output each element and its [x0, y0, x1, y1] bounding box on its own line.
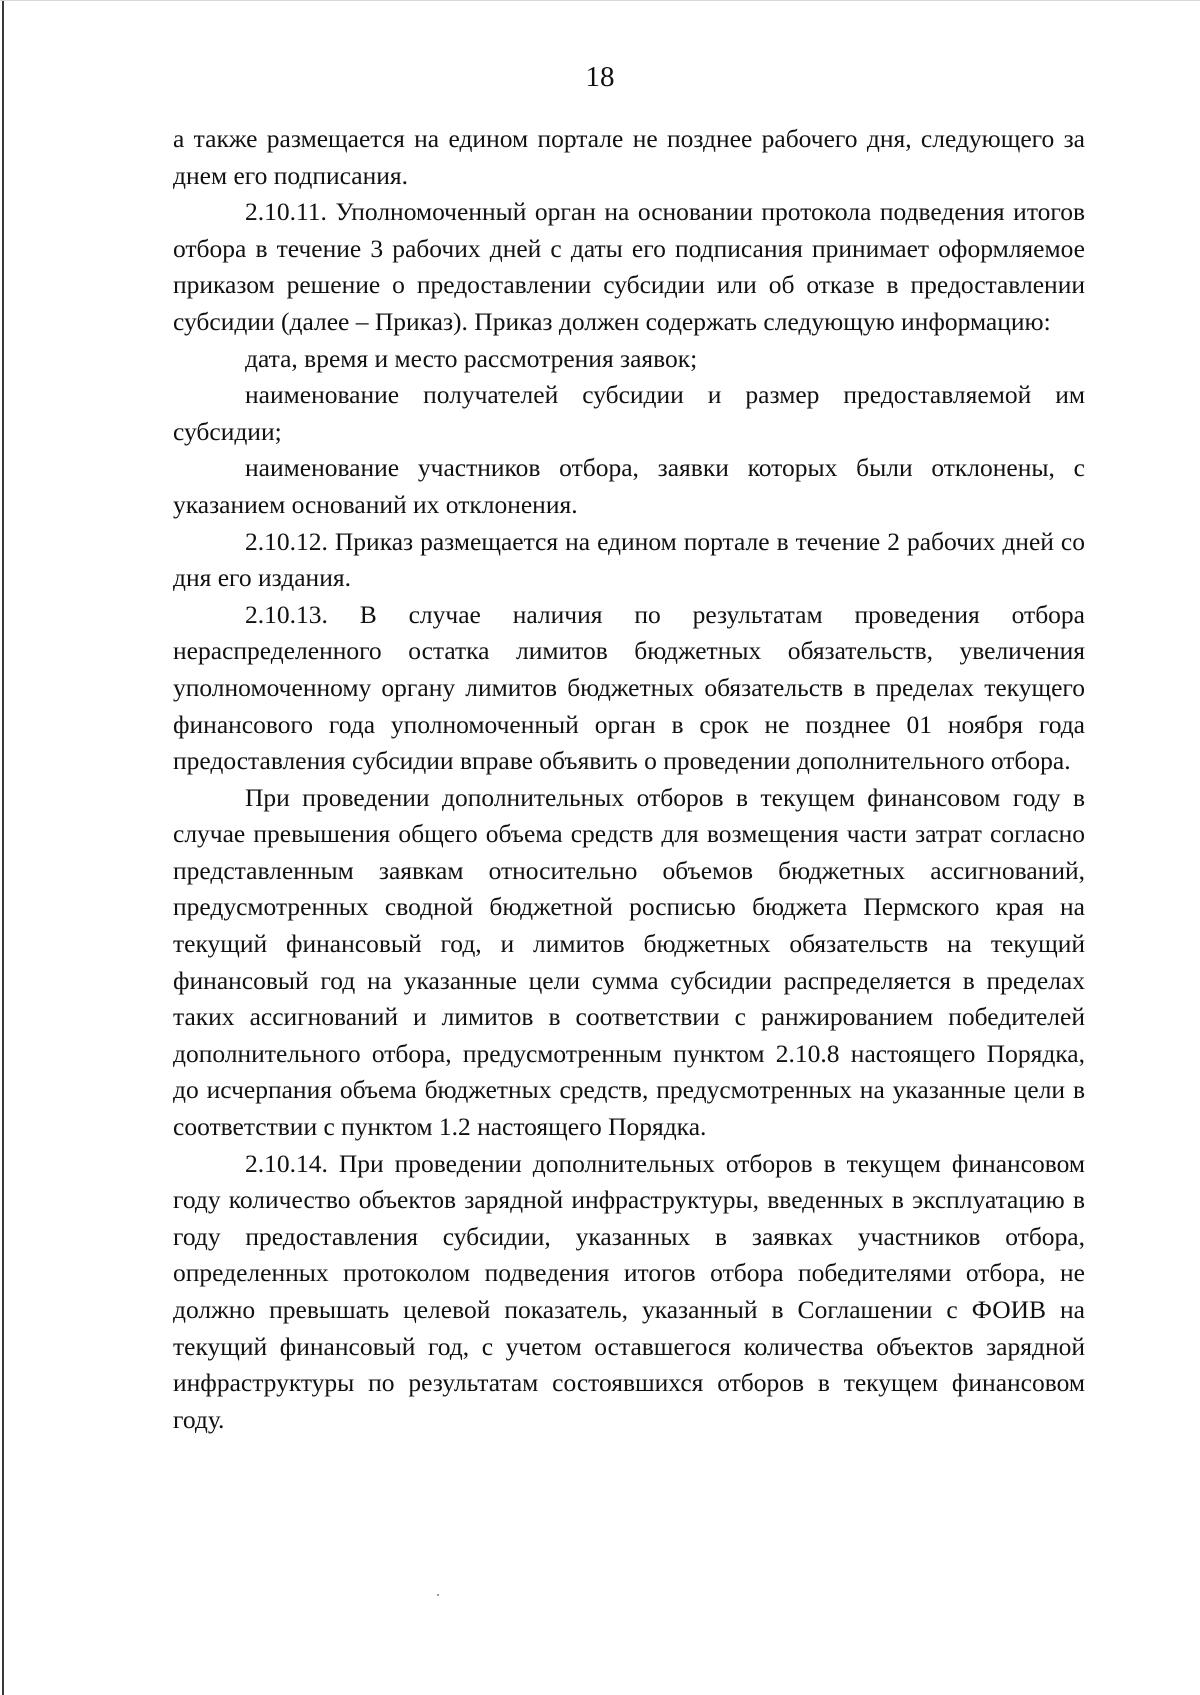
list-item-recipients: наименование получателей субсидии и размер предоставляемой им субсидии;: [173, 380, 1085, 446]
list-item-date-time-place: дата, время и место рассмотрения заявок;: [245, 343, 698, 373]
scan-page-edge: [2, 1, 4, 1695]
paragraph-2-10-13: 2.10.13. В случае наличия по результатам проведения отбора нераспределенного остатка лимитов бюджетных обязательств, увеличения уполномоченному органу лимитов бюджетных обязательств в пределах текущего финансового года уполномоченный орган в срок не позднее 01 ноября года предоставления субсидии вправе объявить о проведении дополнительного отбора.: [173, 599, 1085, 776]
paragraph-2-10-11: 2.10.11. Уполномоченный орган на основании протокола подведения итогов отбора в течение 3 рабочих дней с даты его подписания принимает оформляемое приказом решение о предоставлении субсидии или об отказе в предоставлении субсидии (далее – Приказ). Приказ должен содержать следующую информацию:: [173, 197, 1085, 336]
document-body: [173, 121, 1085, 1438]
scan-speck: [437, 1594, 439, 1596]
paragraph-2-10-14: 2.10.14. При проведении дополнительных отборов в текущем финансовом году количество объектов зарядной инфраструктуры, введенных в эксплуатацию в году предоставления субсидии, указанных в заявках участников отбора, определенных протоколом подведения итогов отбора победителями отбора, не должно превышать целевой показатель, указанный в Соглашении с ФОИВ на текущий финансовый год, с учетом оставшегося количества объектов зарядной инфраструктуры по результатам состоявшихся отборов в текущем финансовом году.: [173, 1148, 1085, 1434]
paragraph-continuation: а также размещается на едином портале не позднее рабочего дня, следующего за днем его подписания.: [173, 124, 1085, 190]
page-number: 18: [585, 61, 615, 93]
paragraph-additional-selection: При проведении дополнительных отборов в текущем финансовом году в случае превышения общего объема средств для возмещения части затрат согласно представленным заявкам относительно объемов бюджетных ассигнований, предусмотренных сводной бюджетной росписью бюджета Пермского края на текущий финансовый год, и лимитов бюджетных обязательств на текущий финансовый год на указанные цели сумма субсидии распределяется в пределах таких ассигнований и лимитов в соответствии с ранжированием победителей дополнительного отбора, предусмотренным пунктом 2.10.8 настоящего Порядка, до исчерпания объема бюджетных средств, предусмотренных на указанные цели в соответствии с пунктом 1.2 настоящего Порядка.: [173, 782, 1085, 1142]
list-item-rejected-participants: наименование участников отбора, заявки которых были отклонены, с указанием оснований их отклонения.: [173, 453, 1085, 519]
paragraph-2-10-12: 2.10.12. Приказ размещается на едином портале в течение 2 рабочих дней со дня его издания.: [173, 526, 1085, 593]
